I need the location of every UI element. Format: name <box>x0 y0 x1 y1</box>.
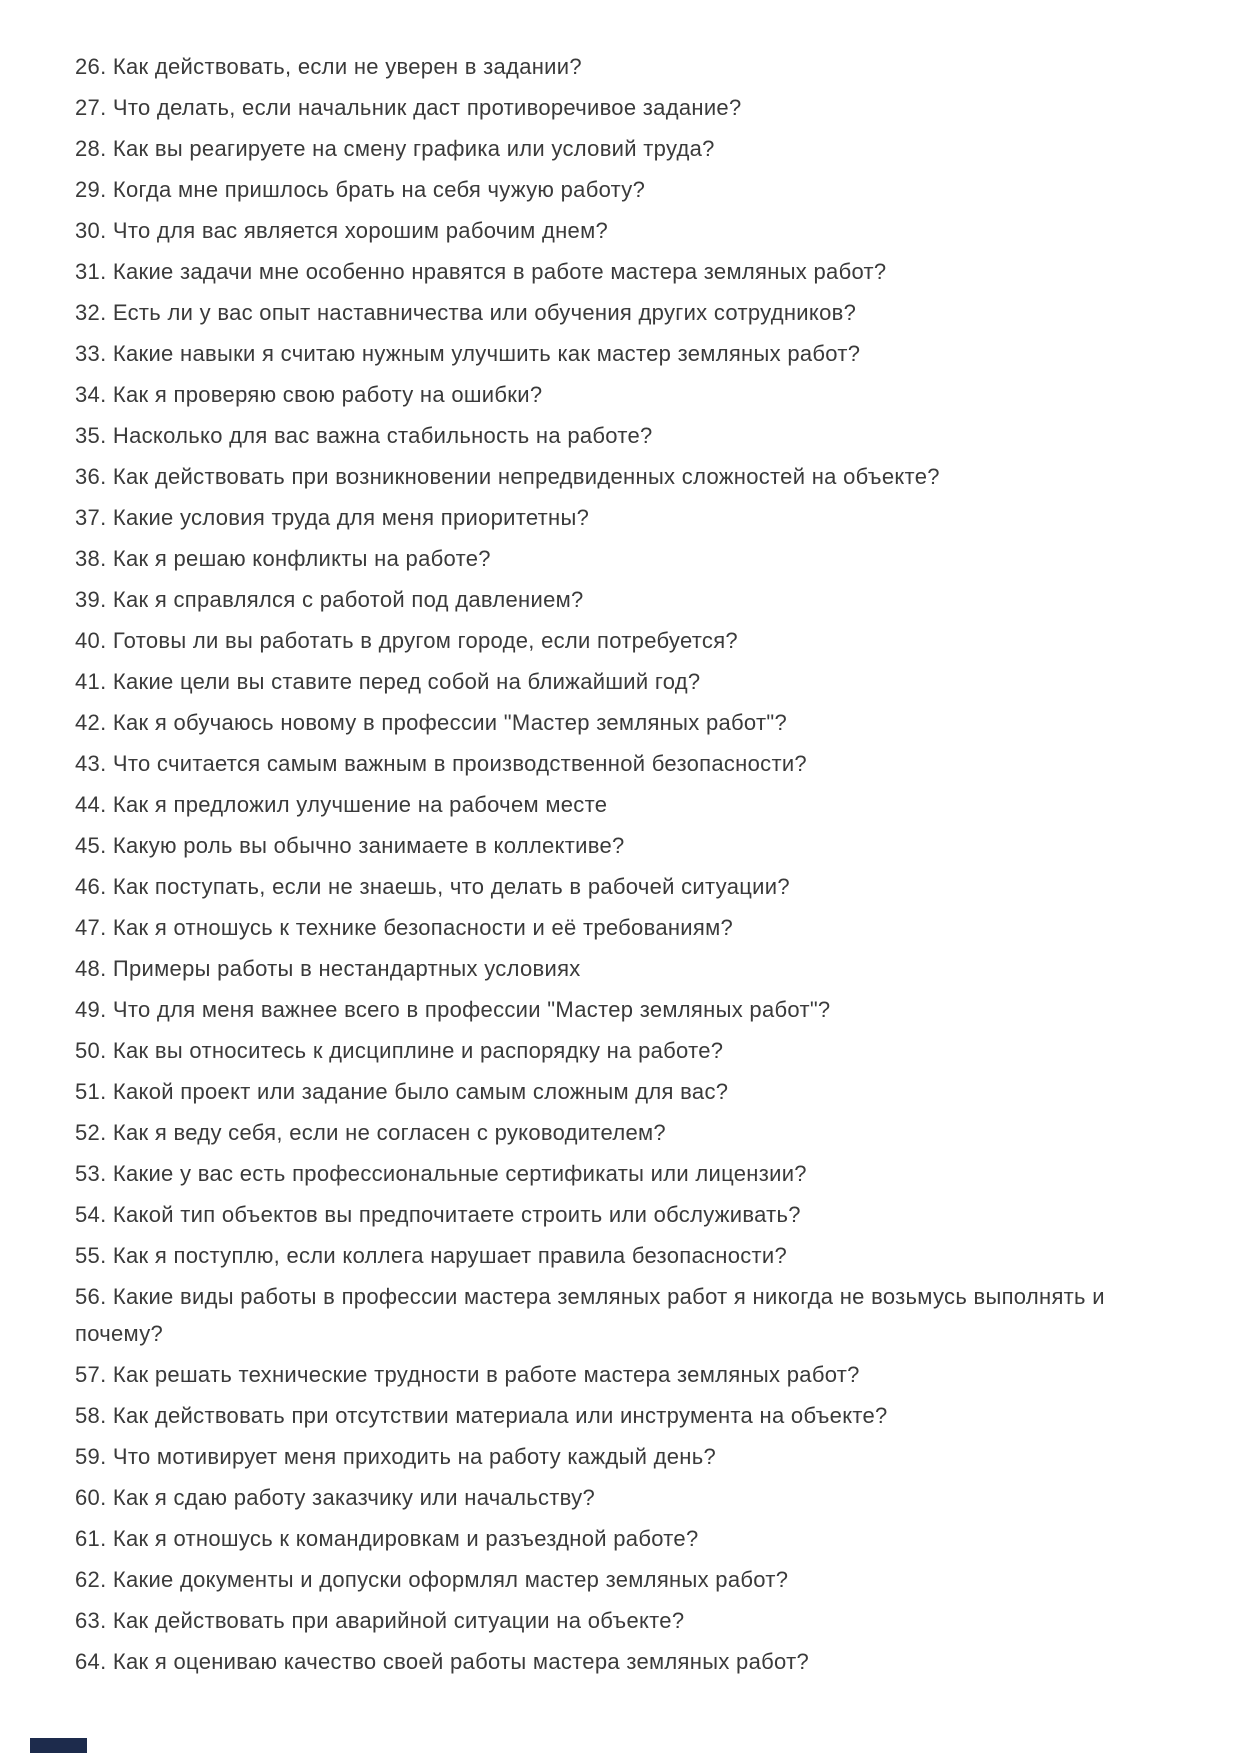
question-item: 54. Какой тип объектов вы предпочитаете строить или обслуживать? <box>75 1202 801 1227</box>
question-item: 53. Какие у вас есть профессиональные сертификаты или лицензии? <box>75 1161 807 1186</box>
question-item: 52. Как я веду себя, если не согласен с руководителем? <box>75 1120 666 1145</box>
question-item: 39. Как я справлялся с работой под давлением? <box>75 587 584 612</box>
question-item: 60. Как я сдаю работу заказчику или начальству? <box>75 1485 596 1510</box>
question-item: 61. Как я отношусь к командировкам и разъездной работе? <box>75 1526 699 1551</box>
question-item: 38. Как я решаю конфликты на работе? <box>75 546 491 571</box>
question-item: 59. Что мотивирует меня приходить на работу каждый день? <box>75 1444 717 1469</box>
question-item: 45. Какую роль вы обычно занимаете в коллективе? <box>75 833 625 858</box>
question-item: 49. Что для меня важнее всего в профессии "Мастер земляных работ"? <box>75 997 831 1022</box>
question-item: 44. Как я предложил улучшение на рабочем месте <box>75 792 608 817</box>
question-item: 51. Какой проект или задание было самым сложным для вас? <box>75 1079 729 1104</box>
question-item: 58. Как действовать при отсутствии материала или инструмента на объекте? <box>75 1403 888 1428</box>
question-item: 42. Как я обучаюсь новому в профессии "Мастер земляных работ"? <box>75 710 787 735</box>
question-item: 32. Есть ли у вас опыт наставничества или обучения других сотрудников? <box>75 300 857 325</box>
question-item: 29. Когда мне пришлось брать на себя чужую работу? <box>75 177 646 202</box>
question-item: 46. Как поступать, если не знаешь, что делать в рабочей ситуации? <box>75 874 790 899</box>
question-item: 55. Как я поступлю, если коллега нарушает правила безопасности? <box>75 1243 788 1268</box>
question-item: 27. Что делать, если начальник даст противоречивое задание? <box>75 95 742 120</box>
question-item: 35. Насколько для вас важна стабильность на работе? <box>75 423 653 448</box>
question-list <box>75 48 1155 1680</box>
question-item: 40. Готовы ли вы работать в другом городе, если потребуется? <box>75 628 738 653</box>
question-item: 31. Какие задачи мне особенно нравятся в работе мастера земляных работ? <box>75 259 887 284</box>
question-item: 57. Как решать технические трудности в работе мастера земляных работ? <box>75 1362 860 1387</box>
question-item: 50. Как вы относитесь к дисциплине и распорядку на работе? <box>75 1038 724 1063</box>
question-item: 30. Что для вас является хорошим рабочим днем? <box>75 218 609 243</box>
question-item: 47. Как я отношусь к технике безопасности и её требованиям? <box>75 915 734 940</box>
question-item: 28. Как вы реагируете на смену графика или условий труда? <box>75 136 715 161</box>
question-item: 43. Что считается самым важным в производственной безопасности? <box>75 751 807 776</box>
question-item: 41. Какие цели вы ставите перед собой на ближайший год? <box>75 669 701 694</box>
question-item: 33. Какие навыки я считаю нужным улучшить как мастер земляных работ? <box>75 341 861 366</box>
question-item: 63. Как действовать при аварийной ситуации на объекте? <box>75 1608 685 1633</box>
question-item: 34. Как я проверяю свою работу на ошибки? <box>75 382 543 407</box>
question-item: 48. Примеры работы в нестандартных условиях <box>75 956 581 981</box>
question-item: 26. Как действовать, если не уверен в задании? <box>75 54 582 79</box>
question-item: 56. Какие виды работы в профессии мастера земляных работ я никогда не возьмусь выполнять и почему? <box>75 1284 1105 1346</box>
question-item: 37. Какие условия труда для меня приоритетны? <box>75 505 590 530</box>
question-item: 36. Как действовать при возникновении непредвиденных сложностей на объекте? <box>75 464 940 489</box>
bottom-edge-fragment <box>30 1738 87 1753</box>
question-item: 62. Какие документы и допуски оформлял мастер земляных работ? <box>75 1567 789 1592</box>
question-item: 64. Как я оцениваю качество своей работы мастера земляных работ? <box>75 1649 809 1674</box>
